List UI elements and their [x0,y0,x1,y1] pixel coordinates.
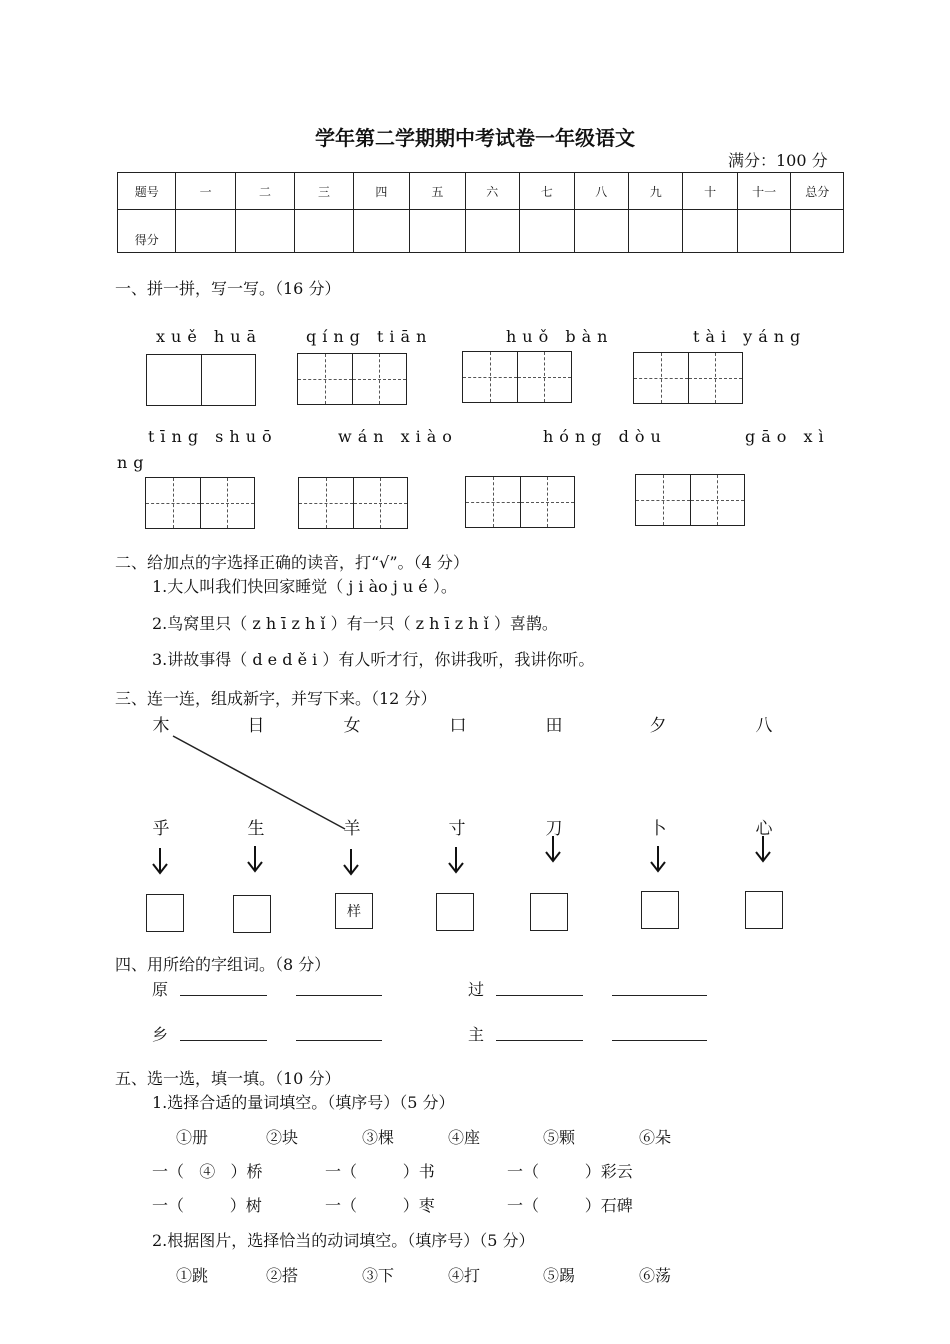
question-line: 1.大人叫我们快回家睡觉（ j i ào j u é ）。 [152,577,457,596]
bottom-char[interactable]: 生 [247,819,265,839]
blank-line[interactable] [180,1039,267,1041]
blank-line[interactable] [496,1039,583,1041]
fill-blank[interactable]: 一（ ）书 [325,1162,435,1181]
down-arrow-icon [150,847,170,875]
bottom-char[interactable]: 卜 [649,819,667,839]
answer-box[interactable] [233,895,271,933]
section-1-heading: 一、拼一拼，写一写。（16 分） [115,279,341,298]
down-arrow-icon [648,845,668,873]
pinyin: tīng shuō [148,427,278,446]
option: ⑥朵 [639,1128,672,1147]
top-char[interactable]: 女 [343,716,361,736]
score-header-cell: 六 [465,173,519,210]
fill-blank[interactable]: 一（ ）彩云 [507,1162,633,1181]
fill-blank[interactable]: 一（ ）石碑 [507,1196,633,1215]
down-arrow-icon [341,848,361,876]
bottom-char[interactable]: 寸 [448,819,466,839]
pinyin: huǒ bàn [506,327,614,346]
section-5-heading: 五、选一选，填一填。（10 分） [115,1069,341,1088]
fill-blank[interactable]: 一（ ）树 [152,1196,262,1215]
score-header-cell: 总分 [791,173,844,210]
down-arrow-icon [446,846,466,874]
option: ④打 [448,1266,481,1285]
option: ③下 [362,1266,395,1285]
option: ②搭 [266,1266,299,1285]
blank-line[interactable] [296,994,382,996]
score-header-cell: 四 [353,173,409,210]
full-mark: 满分：100 分 [728,151,828,170]
blank-line[interactable] [296,1039,382,1041]
pinyin: tài yáng [693,327,807,346]
bottom-char[interactable]: 乎 [152,819,170,839]
score-header-cell: 十一 [737,173,790,210]
score-row-label: 得分 [118,210,176,253]
pinyin: gāo xì [745,427,830,446]
sub-question: 1.选择合适的量词填空。（填序号）（5 分） [152,1093,455,1112]
score-header-cell: 九 [628,173,682,210]
given-char: 乡 [152,1025,169,1044]
fill-blank[interactable]: 一（ ④ ）桥 [152,1162,263,1181]
answer-box[interactable] [146,894,184,932]
score-header-cell: 题号 [118,173,176,210]
option: ④座 [448,1128,481,1147]
given-char: 原 [152,980,169,999]
option: ②块 [266,1128,299,1147]
given-char: 过 [468,980,485,999]
score-header-cell: 二 [235,173,294,210]
score-header-cell: 七 [520,173,574,210]
top-char[interactable]: 八 [755,716,773,736]
page-title: 学年第二学期期中考试卷一年级语文 [315,126,635,150]
score-header-cell: 一 [176,173,235,210]
blank-line[interactable] [612,1039,707,1041]
question-line: 2.鸟窝里只（ z h ī z h ǐ ）有一只（ z h ī z h ǐ ）喜鹊。 [152,614,558,633]
score-header-cell: 五 [410,173,465,210]
score-header-cell: 十 [683,173,737,210]
fill-blank[interactable]: 一（ ）枣 [325,1196,435,1215]
pinyin-wrap: ng [117,453,150,472]
blank-line[interactable] [180,994,267,996]
given-char: 主 [468,1025,485,1044]
option: ①跳 [176,1266,209,1285]
blank-line[interactable] [496,994,583,996]
answer-box[interactable]: 样 [335,893,373,929]
bottom-char[interactable]: 刀 [545,819,563,839]
down-arrow-icon [543,835,563,863]
answer-box[interactable] [641,891,679,929]
top-char[interactable]: 田 [545,716,563,736]
blank-line[interactable] [612,994,707,996]
down-arrow-icon [245,845,265,873]
answer-box[interactable] [436,893,474,931]
pinyin: qíng tiān [306,327,433,346]
option: ⑤颗 [543,1128,576,1147]
down-arrow-icon [753,835,773,863]
question-line: 3.讲故事得（ d e d ě i ）有人听才行，你讲我听，我讲你听。 [152,650,595,669]
top-char[interactable]: 口 [449,716,467,736]
option: ③棵 [362,1128,395,1147]
score-header-cell: 八 [574,173,628,210]
section-3-heading: 三、连一连，组成新字，并写下来。（12 分） [115,689,437,708]
bottom-char[interactable]: 羊 [343,819,361,839]
pinyin: wán xiào [338,427,458,446]
top-char[interactable]: 日 [247,716,265,736]
top-char[interactable]: 木 [152,716,170,736]
section-4-heading: 四、用所给的字组词。（8 分） [115,955,331,974]
bottom-char[interactable]: 心 [755,819,773,839]
option: ⑥荡 [639,1266,672,1285]
score-header-cell: 三 [295,173,353,210]
pinyin: hóng dòu [543,427,667,446]
section-2-heading: 二、给加点的字选择正确的读音，打“√”。（4 分） [115,553,469,572]
answer-box[interactable] [745,891,783,929]
sub-question: 2.根据图片，选择恰当的动词填空。（填序号）（5 分） [152,1231,535,1250]
pinyin: xuě huā [156,327,263,346]
option: ①册 [176,1128,209,1147]
top-char[interactable]: 夕 [649,716,667,736]
option: ⑤踢 [543,1266,576,1285]
answer-box[interactable] [530,893,568,931]
